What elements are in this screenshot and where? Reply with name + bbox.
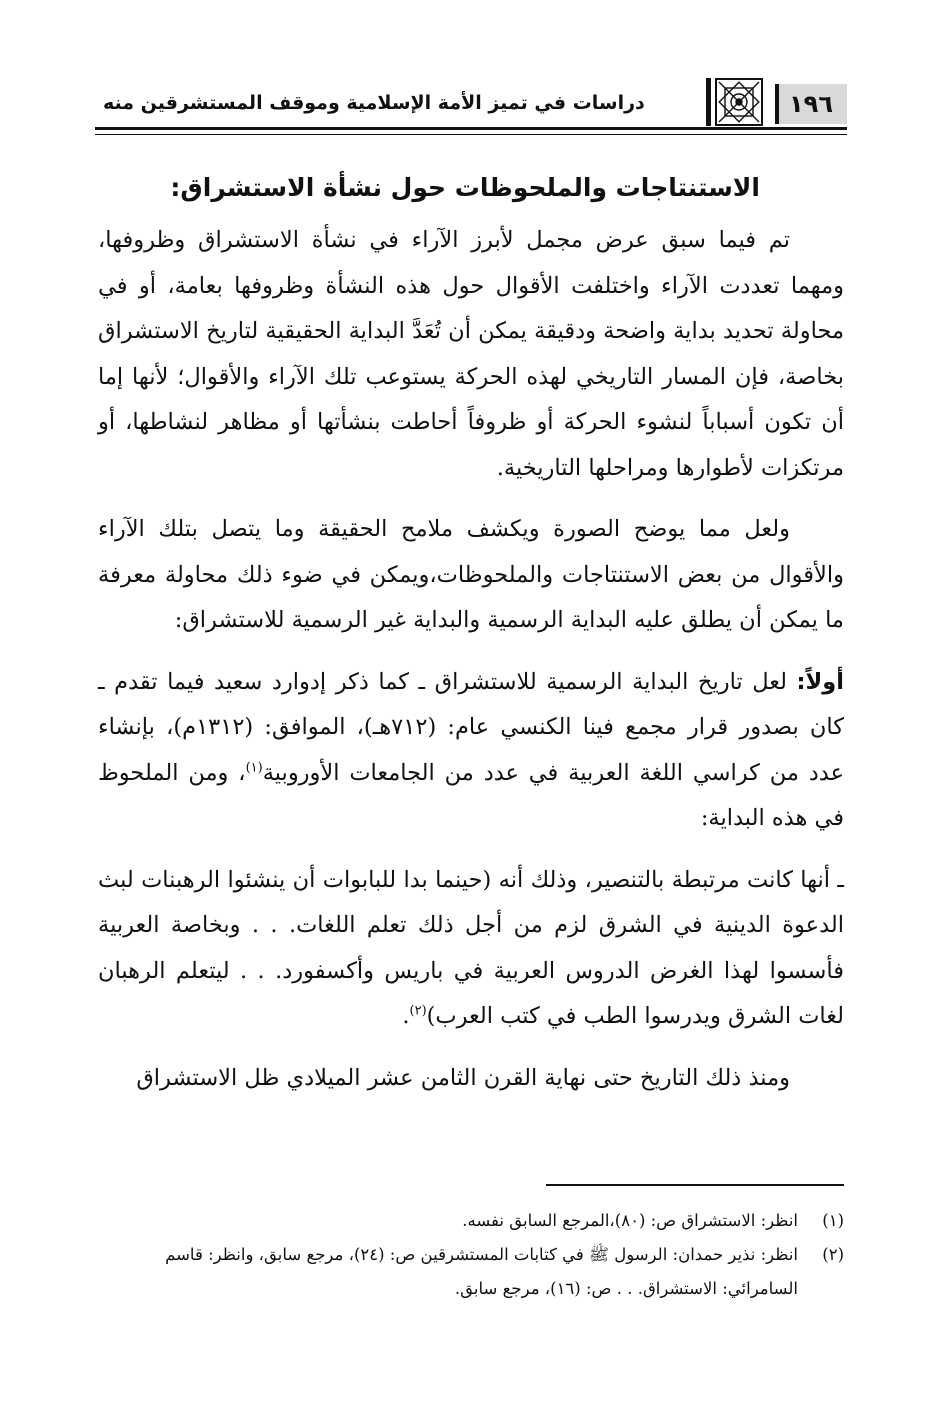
section-heading: الاستنتاجات والملحوظات حول نشأة الاستشراق: bbox=[170, 173, 760, 202]
footnote-rule bbox=[546, 1184, 844, 1186]
header-rule-thin bbox=[95, 134, 847, 135]
paragraph-2: ولعل مما يوضح الصورة ويكشف ملامح الحقيقة وما يتصل بتلك الآراء والأقوال من بعض الاستنتاجات والملحوظات،ويمكن في ضوء ذلك محاولة معرفة ما يمكن أن يطلق عليه البداية الرسمية والبداية غير الرسمية للاستشراق: bbox=[98, 516, 844, 633]
paragraph-3-tail: ، ومن الملحوظ في هذه البداية: bbox=[98, 759, 844, 831]
page-header bbox=[95, 78, 847, 130]
paragraph-4-text: ـ أنها كانت مرتبطة بالتنصير، وذلك أنه (حينما بدا للبابوات أن ينشئوا الرهبنات لبث الدعوة الدينية في الشرق لزم من أجل ذلك تعلم اللغات. . . وبخاصة العربية فأسسوا لهذا الغرض الدروس العربية في باريس وأكسفورد. . . ليتعلم الرهبان لغات الشرق ويدرسوا الطب في كتب العرب) bbox=[98, 866, 844, 1029]
running-title: دراسات في تميز الأمة الإسلامية وموقف المستشرقين منه bbox=[103, 92, 645, 114]
footnote-ref-1[interactable]: (١) bbox=[245, 760, 263, 775]
footnotes bbox=[98, 1204, 844, 1306]
footnote-ref-2[interactable]: (٢) bbox=[409, 1003, 427, 1019]
header-rule bbox=[95, 127, 847, 130]
page-number-bar bbox=[775, 84, 779, 124]
first-point-label: أولاً: bbox=[796, 668, 844, 695]
paragraph-1: تم فيما سبق عرض مجمل لأبرز الآراء في نشأة الاستشراق وظروفها، ومهما تعددت الآراء واختلفت الأقوال حول هذه النشأة وظروفها بعامة، أو في محاولة تحديد بداية واضحة ودقيقة يمكن أن تُعَدَّ البداية الحقيقية لتاريخ الاستشراق بخاصة، فإن المسار التاريخي لهذه الحركة يستوعب تلك الآراء والأقوال؛ لأنها إما أن تكون أسباباً لنشوء الحركة أو ظروفاً أحاطت بنشأتها أو مظاهر لنشاطها، أو مرتكزات لأطوارها ومراحلها التاريخية. bbox=[98, 227, 844, 481]
footnote-number: (١) bbox=[822, 1211, 844, 1230]
paragraph-4 bbox=[98, 858, 844, 1040]
footnote-item bbox=[98, 1204, 844, 1238]
paragraph-5: ومنذ ذلك التاريخ حتى نهاية القرن الثامن عشر الميلادي ظل الاستشراق bbox=[136, 1064, 790, 1091]
body-text bbox=[98, 166, 844, 1101]
page-number: ١٩٦ bbox=[789, 90, 833, 118]
page-number-box bbox=[775, 84, 847, 124]
paragraph-3 bbox=[98, 660, 844, 842]
paragraph-3-text: لعل تاريخ البداية الرسمية للاستشراق ـ كما ذكر إدوارد سعيد فيما تقدم ـ كان بصدور قرار مجمع فينا الكنسي عام: (٧١٢هـ)، الموافق: (١٣١٢م)، بإنشاء عدد من كراسي اللغة العربية في عدد من الجامعات الأوروبية bbox=[98, 668, 845, 786]
ornament-bar bbox=[706, 78, 711, 126]
footnote-text: انظر: نذير حمدان: الرسول ﷺ في كتابات المستشرقين ص: (٢٤)، مرجع سابق، وانظر: قاسم السامرائي: الاستشراق. . . ص: (١٦)، مرجع سابق. bbox=[165, 1245, 798, 1298]
footnote-item bbox=[98, 1238, 844, 1306]
paragraph-4-tail: . bbox=[402, 1003, 410, 1029]
footnote-text: انظر: الاستشراق ص: (٨٠)،المرجع السابق نفسه. bbox=[462, 1211, 798, 1230]
footnote-number: (٢) bbox=[822, 1245, 844, 1264]
ornament-icon bbox=[715, 78, 763, 126]
